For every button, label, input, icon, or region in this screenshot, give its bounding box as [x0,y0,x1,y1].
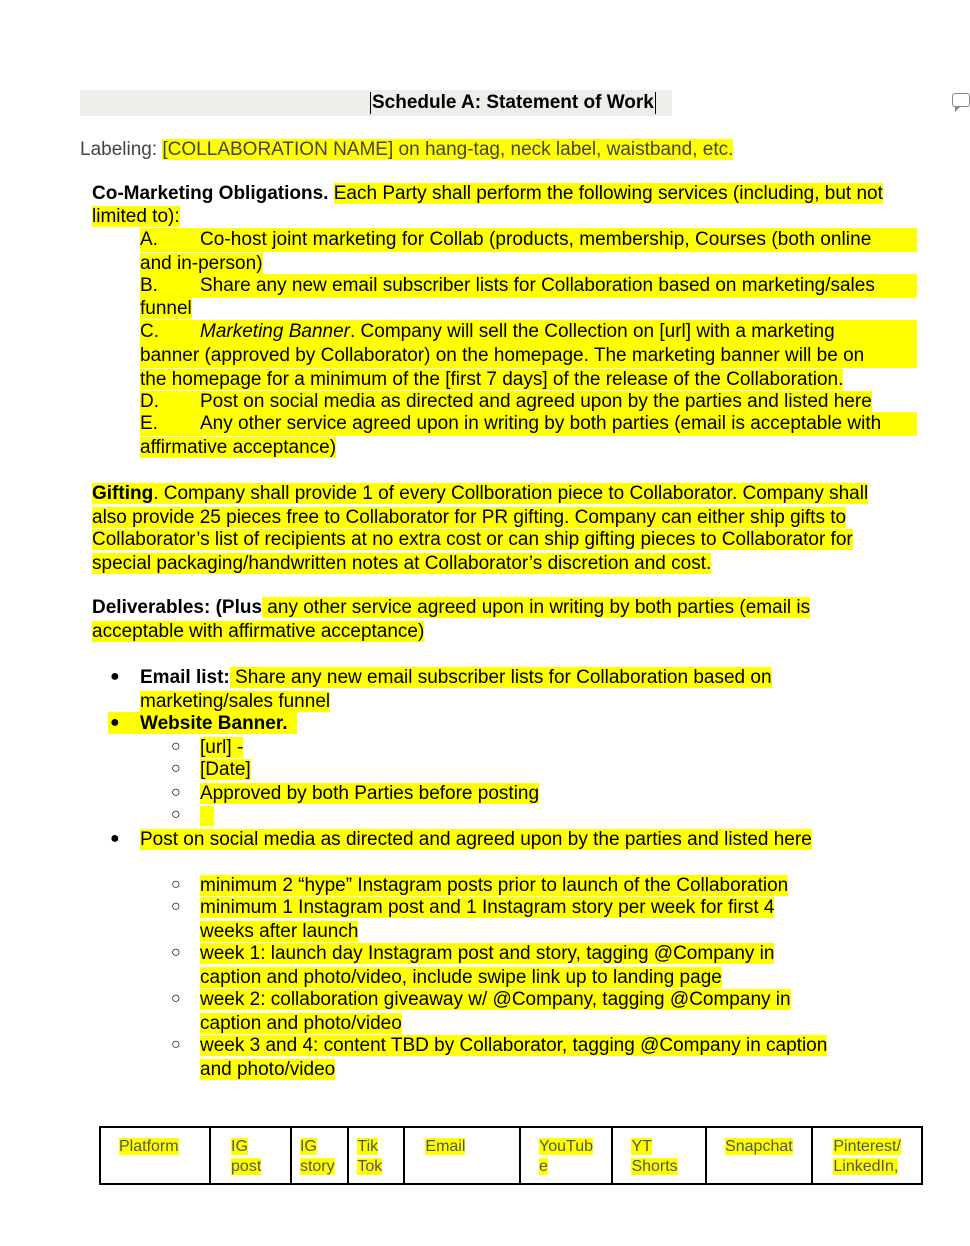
social-sub-4 [200,988,791,1012]
social-sub-3-cont [200,966,722,990]
sub-bullet: ○ [171,760,181,777]
social-sub-2-cont [200,920,358,944]
social-line [140,828,812,852]
website-sub-4-empty [200,806,214,826]
email-list-line2: marketing/sales funnel [140,691,331,712]
co-item-b-line1: Share any new email subscriber lists for Collaboration based on marketing/sales [200,275,875,296]
labeling-sep: : [151,139,163,160]
co-item-c-line3: the homepage for a minimum of the [first 7 days] of the release of the Collaboration. [140,369,844,390]
gifting-line-1 [92,482,868,506]
gifting-line2: also provide 25 pieces free to Collaborator for PR gifting. Company can either ship gifts to [92,507,847,528]
table-cell-snapchat[interactable]: Snapchat [706,1127,812,1184]
table-cell-youtube[interactable]: YouTub e [520,1127,612,1184]
social-sub-2-text-2: weeks after launch [200,921,359,942]
social-sub-4-text: week 2: collaboration giveaway w/ @Company, tagging @Company in [200,989,791,1010]
email-list-label: Email list: [140,667,230,688]
website-sub-3 [200,782,539,806]
co-item-d-line1: Post on social media as directed and agreed upon by the parties and listed here [200,391,872,412]
co-item-b [140,274,917,298]
deliverables-line-2 [92,620,424,644]
table-cell-yt-shorts[interactable]: YT Shorts [612,1127,706,1184]
social-sub-5-text: week 3 and 4: content TBD by Collaborator, tagging @Company in caption [200,1035,828,1056]
social-sub-4-text-2: caption and photo/video [200,1013,402,1034]
social-sub-1-text: minimum 2 “hype” Instagram posts prior to launch of the Collaboration [200,875,789,896]
email-list-line-1 [140,666,772,690]
sub-bullet: ○ [171,806,181,823]
social-sub-3-text: week 1: launch day Instagram post and story, tagging @Company in [200,943,775,964]
co-item-e-cont [140,436,336,460]
email-list-line-2 [140,690,330,714]
sub-bullet: ○ [171,1036,181,1053]
co-marketing-intro-2: limited to): [92,206,180,227]
co-item-a-line2: and in-person) [140,253,263,274]
co-item-a [140,228,917,252]
co-marketing-intro-1: Each Party shall perform the following services (including, but not [333,183,883,204]
labeling-line [80,139,733,161]
co-item-c-line1: . Company will sell the Collection on [url] with a marketing [349,321,835,342]
website-sub-2-text: [Date] [200,759,251,780]
co-marketing-line-2 [92,205,180,229]
gifting-line4: special packaging/handwritten notes at Collaborator’s discretion and cost. [92,553,712,574]
sub-bullet: ○ [171,944,181,961]
co-marketing-heading: Co-Marketing Obligations. [92,183,329,204]
table-cell-ig-story[interactable]: IG story [291,1127,348,1184]
table-cell-ig-post[interactable]: IG post [210,1127,291,1184]
website-sub-1-text: [url] - [200,737,244,758]
table-cell-tiktok[interactable]: Tik Tok [348,1127,404,1184]
table-row [100,1127,922,1184]
platforms-table [99,1126,923,1185]
social-sub-2 [200,896,774,920]
co-item-a-marker: A. [140,229,158,250]
co-item-a-cont [140,252,263,276]
deliverables-line-1 [92,596,810,620]
co-item-d [140,390,872,414]
bullet-dot: ● [110,714,120,731]
sub-bullet: ○ [171,898,181,915]
social-sub-5-cont [200,1058,335,1082]
co-item-c-line2: banner (approved by Collaborator) on the homepage. The marketing banner will be on [140,345,865,366]
sub-bullet: ○ [171,876,181,893]
gifting-line-3 [92,528,853,552]
co-item-b-marker: B. [140,275,158,296]
social-sub-3 [200,942,774,966]
sub-bullet: ○ [171,784,181,801]
labeling-label: Labeling [80,139,152,160]
website-sub-3-text: Approved by both Parties before posting [200,783,540,804]
table-cell-email[interactable]: Email [404,1127,520,1184]
deliverables-line2: acceptable with affirmative acceptance) [92,621,425,642]
gifting-line3: Collaborator’s list of recipients at no extra cost or can ship gifting pieces to Collaborator for [92,529,853,550]
email-list-line1: Share any new email subscriber lists for Collaboration based on [229,667,772,688]
social-sub-5 [200,1034,827,1058]
co-item-c-italic: Marketing Banner [200,321,350,342]
social-sub-2-text: minimum 1 Instagram post and 1 Instagram story per week for first 4 [200,897,775,918]
deliverables-line1: any other service agreed upon in writing by both parties (email is [262,597,811,618]
co-item-e-line2: affirmative acceptance) [140,437,337,458]
comment-icon[interactable] [952,93,970,107]
co-item-c-cont-2 [140,368,843,392]
social-sub-1 [200,874,788,898]
website-sub-1 [200,736,243,760]
website-banner-label: Website Banner. [140,713,288,734]
gifting-heading: Gifting [92,483,154,504]
deliverables-heading: Deliverables: (Plus [92,597,263,618]
social-sub-3-text-2: caption and photo/video, include swipe link up to landing page [200,967,722,988]
gifting-line-4 [92,552,711,576]
bullet-dot: ● [110,668,120,685]
co-item-c [140,320,917,344]
sub-bullet: ○ [171,738,181,755]
document-title: Schedule A: Statement of Work [372,92,654,113]
table-cell-platform[interactable]: Platform [100,1127,210,1184]
co-item-b-line2: funnel [140,298,192,319]
website-sub-2 [200,758,251,782]
gifting-line-2 [92,506,846,530]
co-marketing-line-1 [92,182,883,206]
gifting-line1: . Company shall provide 1 of every Collboration piece to Collaborator. Company shall [153,483,869,504]
co-item-c-cont-1 [140,344,917,368]
sub-bullet: ○ [171,990,181,1007]
social-sub-4-cont [200,1012,402,1036]
co-item-a-line1: Co-host joint marketing for Collab (products, membership, Courses (both online [200,229,872,250]
co-item-b-cont [140,297,192,321]
labeling-text: [COLLABORATION NAME] on hang-tag, neck label, waistband, etc. [162,139,734,160]
co-item-e-marker: E. [140,413,158,434]
co-item-d-marker: D. [140,391,159,412]
table-cell-pinterest[interactable]: Pinterest/ LinkedIn, [812,1127,922,1184]
social-sub-5-text-2: and photo/video [200,1059,336,1080]
co-item-e-line1: Any other service agreed upon in writing by both parties (email is acceptable with [200,413,882,434]
website-banner-line [140,712,287,736]
co-item-e [140,412,917,436]
co-item-c-marker: C. [140,321,159,342]
social-line-text: Post on social media as directed and agreed upon by the parties and listed here [140,829,812,850]
bullet-dot: ● [110,830,120,847]
